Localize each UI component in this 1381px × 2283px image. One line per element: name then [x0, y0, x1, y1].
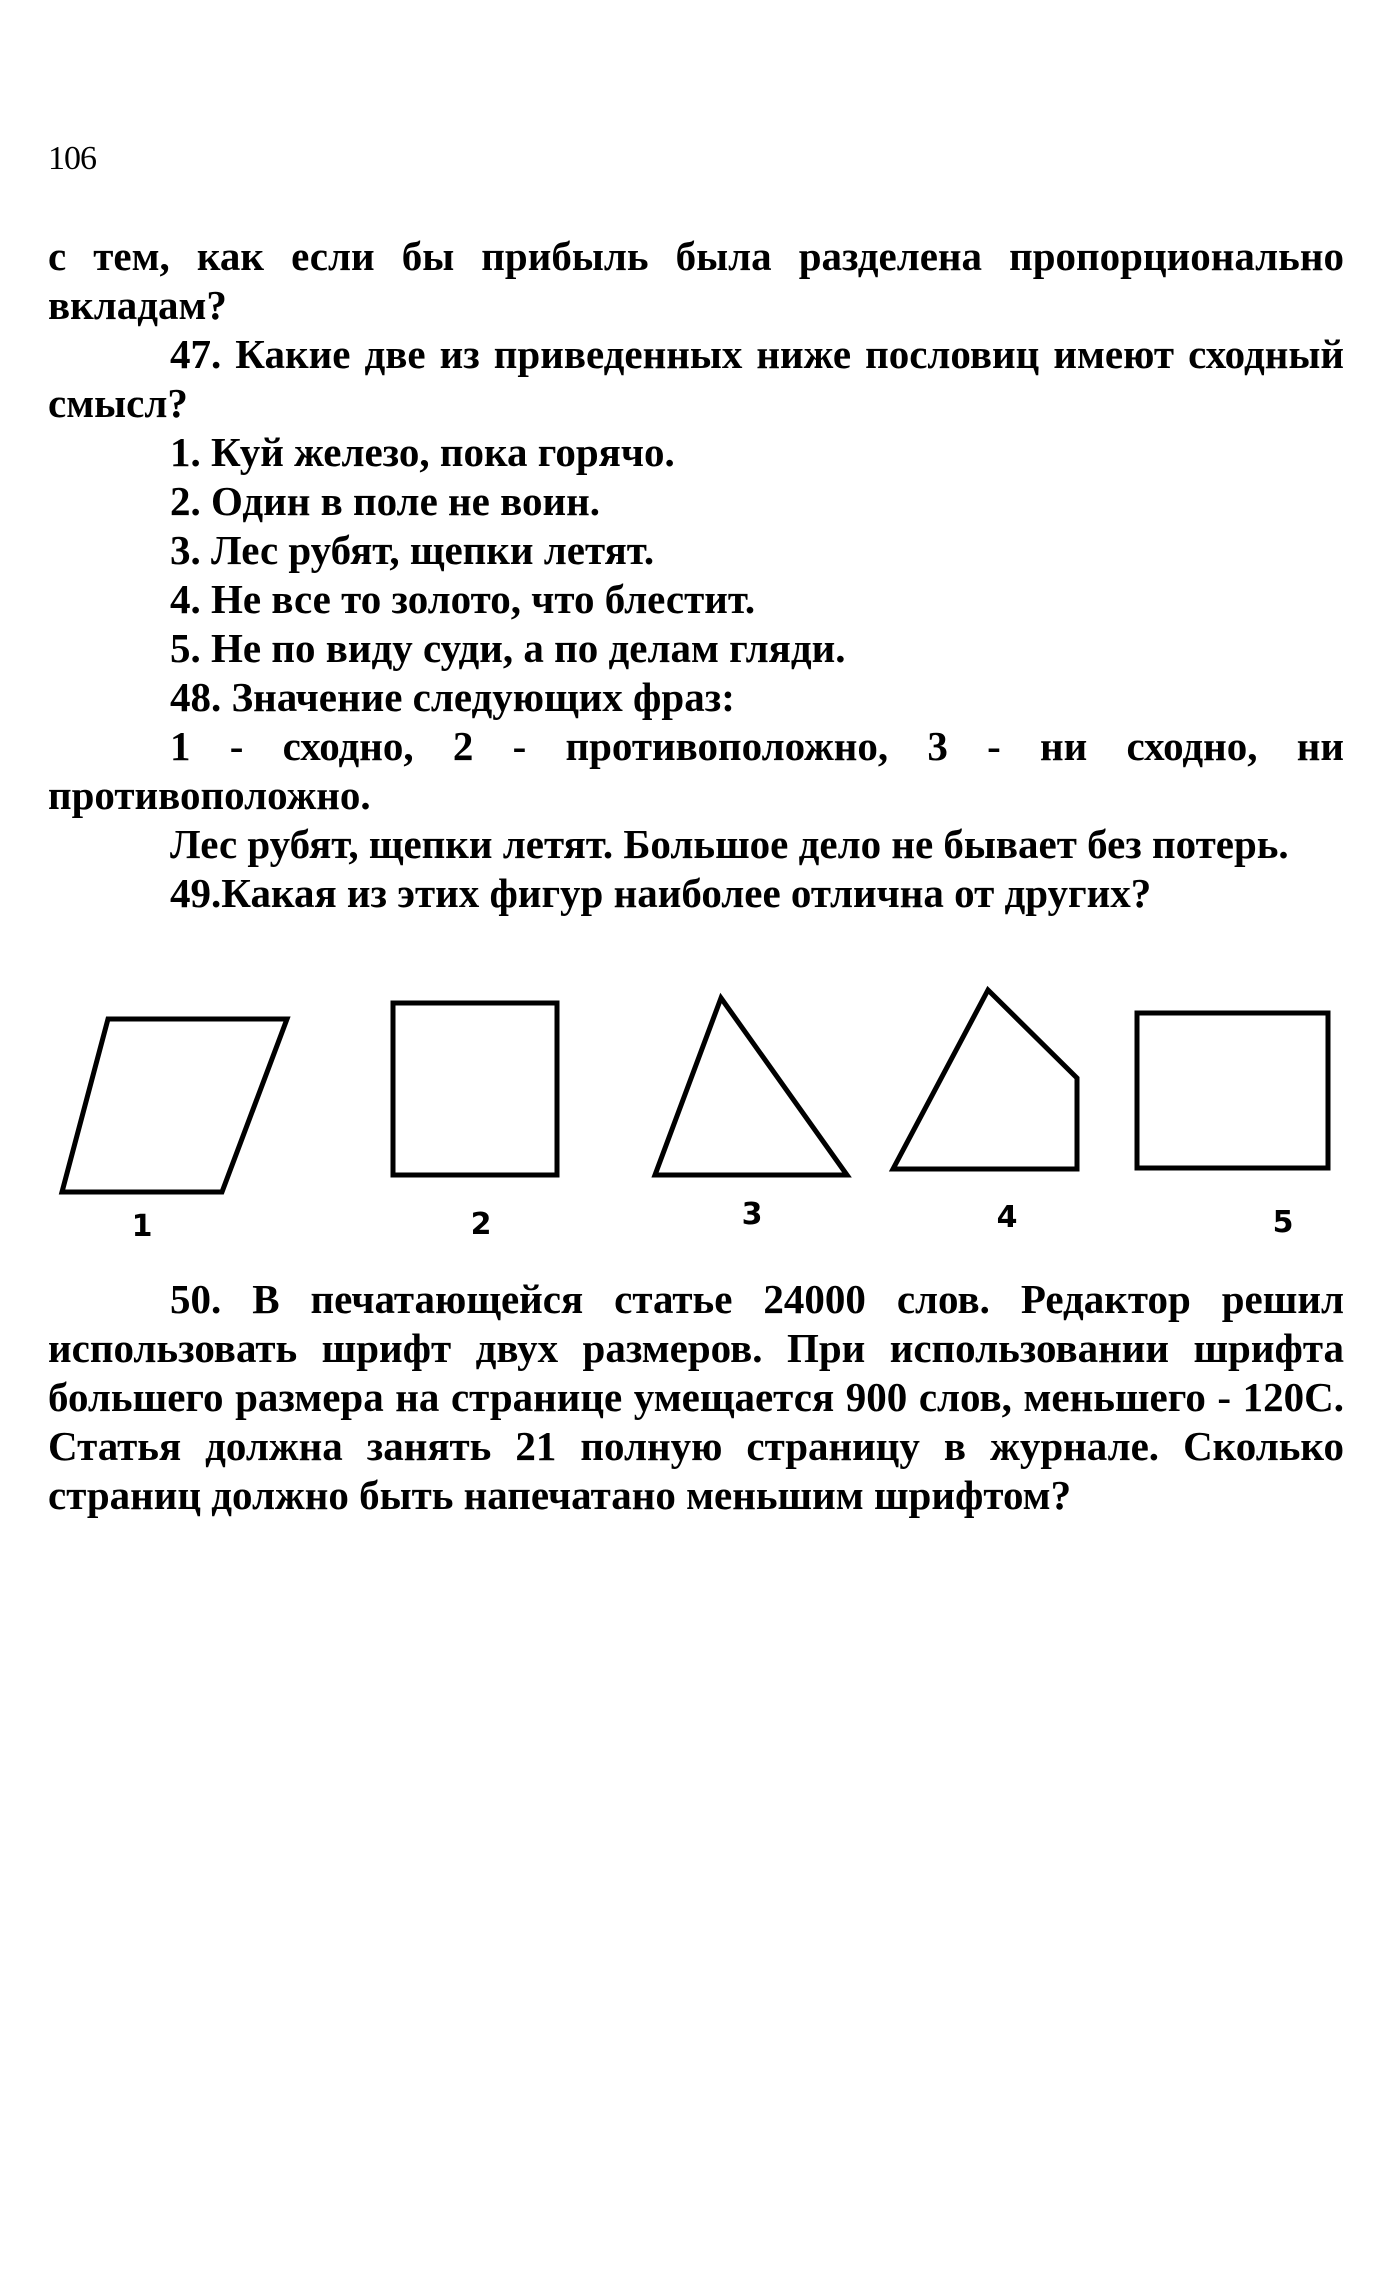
question-50: 50. В печатающейся статье 24000 слов. Редактор решил использовать шрифт двух размеров. При использовании шрифта большего размера на странице умещается 900 слов, меньшего - 120С. Статья должна занять 21 полную страницу в журнале. Сколько страниц должно быть напечатано меньшим шрифтом?	[48, 1276, 1344, 1518]
page-number: 106	[48, 140, 96, 177]
proverb-5: 5. Не по виду суди, а по делам гляди.	[170, 625, 846, 671]
figure-2-rectangle	[393, 1003, 557, 1175]
questions-47-49	[48, 232, 1344, 918]
proverb-4: 4. Не все то золото, что блестит.	[170, 576, 756, 622]
figure-4-label: 4	[996, 1200, 1018, 1235]
question-48-scale: 1 - сходно, 2 - противоположно, 3 - ни сходно, ни противоположно.	[48, 723, 1344, 818]
proverb-3: 3. Лес рубят, щепки летят.	[170, 527, 655, 573]
figures-row	[0, 980, 1381, 1240]
figure-3-triangle	[655, 998, 847, 1175]
proverb-1: 1. Куй железо, пока горячо.	[170, 429, 675, 475]
question-50-block	[48, 1275, 1344, 1520]
question-48-title: 48. Значение следующих фраз:	[170, 674, 735, 720]
figure-4-pentagon	[893, 990, 1077, 1169]
question-47: 47. Какие две из приведенных ниже пословиц имеют сходный смысл?	[48, 331, 1344, 426]
figure-3-label: 3	[741, 1197, 763, 1232]
figure-5-rectangle	[1137, 1013, 1328, 1168]
figure-2-label: 2	[470, 1207, 492, 1240]
proverb-2: 2. Один в поле не воин.	[170, 478, 600, 524]
figure-1-label: 1	[131, 1209, 153, 1240]
figure-5-label: 5	[1272, 1205, 1294, 1240]
paragraph-continuation: с тем, как если бы прибыль была разделена пропорционально вкладам?	[48, 233, 1344, 328]
question-48-phrase: Лес рубят, щепки летят. Большое дело не бывает без потерь.	[170, 821, 1289, 867]
question-49-title: 49.Какая из этих фигур наиболее отлична от других?	[170, 870, 1152, 916]
figure-1-parallelogram	[62, 1019, 287, 1192]
